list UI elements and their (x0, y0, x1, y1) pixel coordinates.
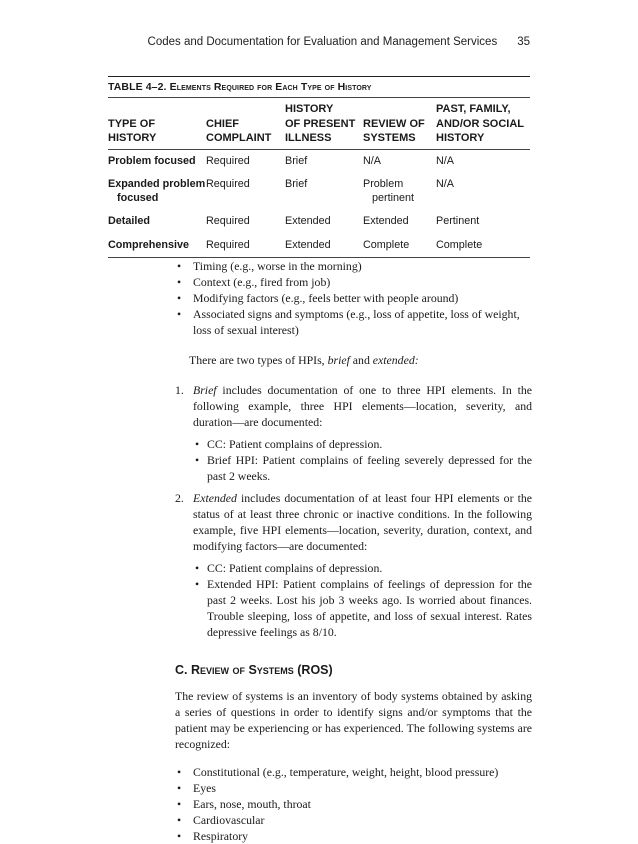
table-cell: Extended (285, 238, 331, 251)
list-item: • CC: Patient complains of depression. (193, 560, 532, 576)
example-list (193, 560, 532, 640)
table-cell: Required (206, 238, 250, 251)
table-row (108, 234, 530, 258)
table-cell: Brief (285, 178, 308, 190)
table-cell: N/A (436, 154, 454, 167)
table-cell: Required (206, 215, 250, 227)
table-cell: Required (206, 178, 250, 190)
list-item: • Context (e.g., fired from job) (175, 274, 532, 290)
table-cell: Required (206, 154, 250, 167)
table-cell: Complete (363, 238, 410, 251)
systems-list (175, 764, 532, 844)
list-item: • Timing (e.g., worse in the morning) (175, 258, 532, 274)
list-item: 1. Brief includes documentation of one to three HPI elements. In the following example, three HPI elements—location, severity, and duration—are documented: • CC: Patient complains of depression. • Brief HPI: Patient complains of feeling severely depressed for the past 2 weeks. (175, 382, 532, 484)
hpi-element-list (175, 258, 532, 338)
table-cell: Problem pertinent (363, 178, 415, 204)
hpi-types-paragraph: There are two types of HPIs, brief and extended: (189, 353, 419, 367)
list-item: • Cardiovascular (175, 812, 532, 828)
table-row (108, 210, 530, 234)
list-item: • Eyes (175, 780, 532, 796)
list-item: • Extended HPI: Patient complains of feelings of depression for the past 2 weeks. Lost his job 3 weeks ago. Is worried about finances. Trouble sleeping, loss of appetite, and loss of sexual interest. Rates depressive feelings as 8/10. (193, 576, 532, 640)
col-header-type-of-history: TYPE OF HISTORY (108, 117, 157, 144)
hpi-types-list (175, 382, 532, 640)
table-caption-label: TABLE 4–2. (108, 81, 167, 93)
table-cell: Extended (285, 215, 331, 227)
table-cell: Complete (436, 238, 483, 251)
table-header-row (108, 98, 530, 149)
page-number: 35 (517, 36, 530, 48)
running-header-title: Codes and Documentation for Evaluation and Management Services (147, 36, 498, 48)
section-heading: C. Review of Systems (ROS) (175, 663, 333, 677)
history-table (108, 98, 530, 258)
ros-intro-paragraph: The review of systems is an inventory of body systems obtained by asking a series of questions in order to identify signs and/or symptoms that the patient may be experiencing or has experienced. The following systems are recognized: (175, 689, 532, 751)
list-item: • Ears, nose, mouth, throat (175, 796, 532, 812)
table-caption-title: Elements Required for Each Type of History (169, 81, 372, 93)
row-head-detailed: Detailed (108, 215, 151, 227)
list-item: 2. Extended includes documentation of at least four HPI elements or the status of at least three chronic or inactive conditions. In the following example, five HPI elements—location, severity, duration, context, and modifying factors—are documented: • CC: Patient complains of depression. • Extended HPI: Patient complains of feelings of depression for the past 2 weeks. Lost his job 3 weeks ago. Is worried about finances. Trouble sleeping, loss of appetite, and loss of sexual interest. Rates depressive feelings as 8/10. (175, 490, 532, 640)
table-row (108, 173, 530, 210)
table-caption (108, 77, 530, 97)
running-header (148, 36, 530, 48)
list-item: • Constitutional (e.g., temperature, weight, height, blood pressure) (175, 764, 532, 780)
row-head-expanded-problem-focused: Expanded problem focused (108, 178, 206, 204)
row-head-problem-focused: Problem focused (108, 154, 196, 167)
table-cell: Pertinent (436, 215, 480, 227)
list-item: • Respiratory (175, 828, 532, 844)
table-row (108, 150, 530, 174)
list-item: • Modifying factors (e.g., feels better with people around) (175, 290, 532, 306)
example-list (193, 436, 532, 484)
list-item: • Associated signs and symptoms (e.g., loss of appetite, loss of weight, loss of sexual interest) (175, 306, 532, 338)
list-item: • CC: Patient complains of depression. (193, 436, 532, 452)
col-header-review-of-systems: REVIEW OF SYSTEMS (363, 117, 425, 144)
history-table-block (108, 76, 530, 258)
table-cell: N/A (436, 178, 454, 190)
body-text (175, 258, 532, 844)
table-cell: Extended (363, 215, 409, 227)
col-header-chief-complaint: CHIEF COMPLAINT (206, 117, 272, 144)
table-cell: Brief (285, 154, 308, 167)
col-header-history-of-present-illness: HISTORY OF PRESENT ILLNESS (285, 103, 356, 144)
table-cell: N/A (363, 154, 381, 167)
row-head-comprehensive: Comprehensive (108, 238, 190, 251)
list-item: • Brief HPI: Patient complains of feeling severely depressed for the past 2 weeks. (193, 452, 532, 484)
col-header-pfsh: PAST, FAMILY, AND/OR SOCIAL HISTORY (436, 103, 524, 144)
